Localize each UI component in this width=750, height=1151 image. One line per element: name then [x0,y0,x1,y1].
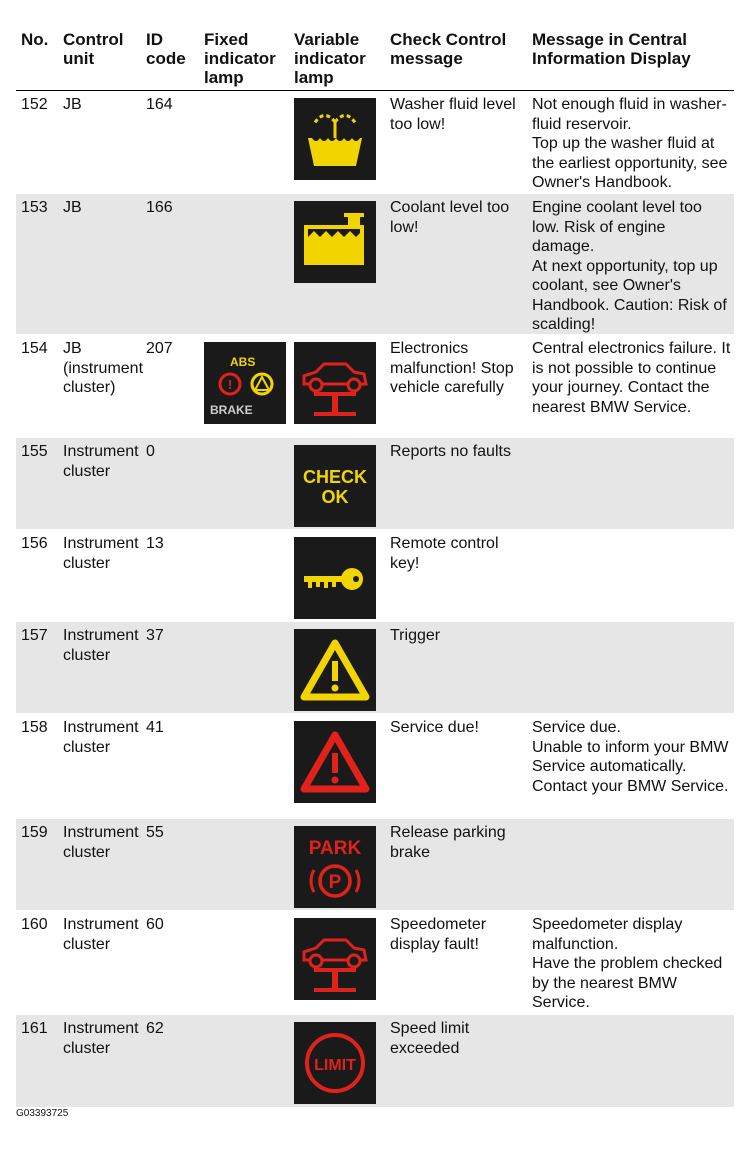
table-row [16,1015,734,1108]
header-check-control: Check Control message [390,30,507,68]
table-row [16,622,734,714]
header-no: No. [21,30,49,49]
row-id-code: 207 [146,340,173,357]
row-id-code: 164 [146,96,173,113]
header-control-unit: Control unit [63,30,124,68]
row-no: 158 [21,719,48,736]
row-no: 159 [21,824,48,841]
row-control-unit: Instrument cluster [63,535,139,572]
check-ok-line2: OK [321,487,349,507]
row-control-unit: JB [63,96,82,113]
row-control-unit: Instrument cluster [63,719,139,756]
park-p-label: P [328,872,342,893]
coolant-level-icon [294,201,376,283]
row-no: 152 [21,96,48,113]
brake-label: BRAKE [210,403,253,417]
check-ok-line1: CHECK [302,467,368,487]
row-no: 156 [21,535,48,552]
row-id-code: 60 [146,916,164,933]
park-label: PARK [308,838,362,859]
figure-id: G03393725 [16,1108,69,1119]
row-control-unit: Instrument cluster [63,916,139,953]
red-warning-triangle-icon [294,721,376,803]
table-row [16,530,734,622]
table-row [16,819,734,911]
car-lift-icon [294,918,376,1000]
key-icon [294,537,376,619]
row-no: 161 [21,1020,48,1037]
row-no: 157 [21,627,48,644]
row-id-code: 62 [146,1020,164,1037]
limit-label: LIMIT [314,1057,356,1074]
abs-brake-icon [204,342,286,424]
svg-text:!: ! [227,377,233,392]
row-cid-message: Central electronics failure. It is not possible to continue your journey. Contact the nearest BMW Service. [532,340,731,416]
row-control-unit: Instrument cluster [63,443,139,480]
row-no: 160 [21,916,48,933]
row-no: 154 [21,340,48,357]
row-control-unit: JB (instrument cluster) [63,340,144,396]
row-id-code: 13 [146,535,164,552]
header-fixed-lamp: Fixed indicator lamp [204,30,276,87]
row-control-unit: Instrument cluster [63,627,139,664]
row-control-unit: JB [63,199,82,216]
row-no: 153 [21,199,48,216]
row-cid-message: Not enough fluid in washer-fluid reservoir. Top up the washer fluid at the earliest opportunity, see Owner's Handbook. [532,96,728,191]
row-check-message: Speed limit exceeded [390,1020,470,1057]
table-row [16,911,734,1015]
row-check-message: Washer fluid level too low! [390,96,516,133]
row-id-code: 55 [146,824,164,841]
table-row [16,91,734,194]
table-row [16,194,734,335]
row-check-message: Coolant level too low! [390,199,510,236]
header-id-code: ID code [146,30,186,68]
row-id-code: 37 [146,627,164,644]
row-check-message: Trigger [390,627,441,644]
row-check-message: Electronics malfunction! Stop vehicle carefully [390,340,514,396]
row-check-message: Release parking brake [390,824,506,861]
row-check-message: Service due! [390,719,479,736]
speed-limit-icon [294,1022,376,1104]
row-id-code: 0 [146,443,155,460]
table-row [16,714,734,819]
row-no: 155 [21,443,48,460]
table-row [16,335,734,438]
row-check-message: Remote control key! [390,535,499,572]
abs-label: ABS [230,355,256,369]
header-cid-message: Message in Central Information Display [532,30,691,68]
washer-fluid-icon [294,98,376,180]
table-row [16,438,734,530]
check-ok-icon [294,445,376,527]
row-id-code: 166 [146,199,173,216]
row-cid-message: Engine coolant level too low. Risk of engine damage. At next opportunity, top up coolant, see Owner's Handbook. Caution: Risk of scalding! [532,199,727,333]
row-control-unit: Instrument cluster [63,824,139,861]
yellow-warning-triangle-icon [294,629,376,711]
row-id-code: 41 [146,719,164,736]
row-check-message: Speedometer display fault! [390,916,487,953]
row-cid-message: Speedometer display malfunction. Have the problem checked by the nearest BMW Service. [532,916,723,1011]
row-control-unit: Instrument cluster [63,1020,139,1057]
indicator-table [16,28,734,1108]
header-variable-lamp: Variable indicator lamp [294,30,366,87]
row-cid-message: Service due. Unable to inform your BMW Service automatically. Contact your BMW Service. [532,719,729,795]
park-brake-icon [294,826,376,908]
car-lift-icon [294,342,376,424]
row-check-message: Reports no faults [390,443,511,460]
table-header [16,28,734,91]
